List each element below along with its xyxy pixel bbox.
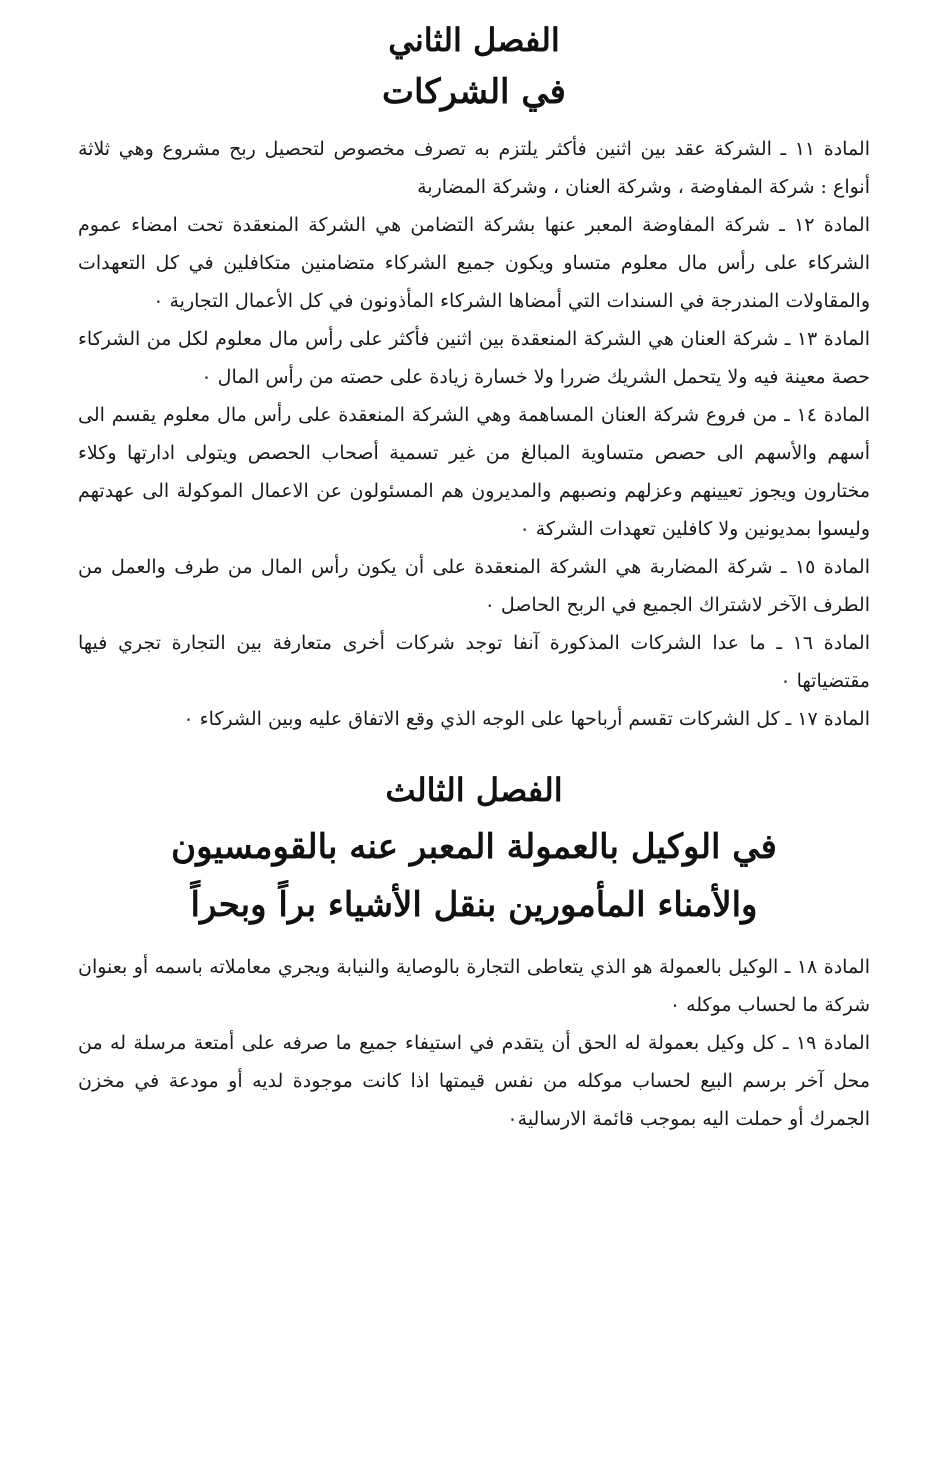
article-17: المادة ١٧ ـ كل الشركات تقسم أرباحها على الوجه الذي وقع الاتفاق عليه وبين الشركاء ٠ bbox=[183, 708, 870, 730]
section-spacer bbox=[78, 738, 870, 762]
article-19: المادة ١٩ ـ كل وكيل بعمولة له الحق أن يتقدم في استيفاء جميع ما صرفه على أمتعة مرسلة له من محل آخر برسم البيع لحساب موكله من نفس قيمتها اذا كانت موجودة لديه أو مودعة في مخزن الجمرك أو حملت اليه بموجب قائمة الارسالية٠ bbox=[78, 1032, 870, 1130]
chapter-two-title: الفصل الثاني bbox=[388, 21, 560, 59]
article-13: المادة ١٣ ـ شركة العنان هي الشركة المنعقدة بين اثنين فأكثر على رأس مال معلوم لكل من الشركاء حصة معينة فيه ولا يتحمل الشريك ضررا ولا خسارة زيادة على حصته من رأس المال ٠ bbox=[78, 328, 870, 388]
article-11: المادة ١١ ـ الشركة عقد بين اثنين فأكثر يلتزم به تصرف مخصوص لتحصيل ربح مشروع وهي ثلاثة أنواع : شركة المفاوضة ، وشركة العنان ، وشركة المضاربة bbox=[78, 138, 871, 198]
chapter-three-section bbox=[78, 768, 870, 1138]
chapter-two-section bbox=[78, 18, 870, 738]
article-15: المادة ١٥ ـ شركة المضاربة هي الشركة المنعقدة على أن يكون رأس المال من طرف والعمل من الطرف الآخر لاشتراك الجميع في الربح الحاصل ٠ bbox=[78, 556, 871, 616]
chapter-two-subtitle: في الشركات bbox=[382, 72, 566, 112]
article-12: المادة ١٢ ـ شركة المفاوضة المعبر عنها بشركة التضامن هي الشركة المنعقدة تحت امضاء عموم الشركاء على رأس مال معلوم متساو ويكون جميع الشركاء متضامنين متكافلين في كل التعهدات والمقاولات المندرجة في السندات التي أمضاها الشركاء المأذونون في كل الأعمال التجارية ٠ bbox=[78, 214, 870, 312]
chapter-three-subtitle bbox=[78, 818, 870, 934]
article-14: المادة ١٤ ـ من فروع شركة العنان المساهمة وهي الشركة المنعقدة على رأس مال معلوم يقسم الى أسهم والأسهم الى حصص متساوية المبالغ من غير تسمية أصحاب الحصص ويتولى ادارتها وكلاء مختارون ويجوز تعيينهم وعزلهم ونصبهم والمديرون هم المسئولون عن الاعمال الموكولة الى عهدتهم وليسوا بمديونين ولا كافلين تعهدات الشركة ٠ bbox=[78, 404, 871, 540]
article-18: المادة ١٨ ـ الوكيل بالعمولة هو الذي يتعاطى التجارة بالوصاية والنيابة ويجري معاملاته باسمه أو بعنوان شركة ما لحساب موكله ٠ bbox=[78, 956, 870, 1016]
chapter-three-title: الفصل الثالث bbox=[385, 771, 563, 809]
chapter-three-subtitle-line-2: والأمناء المأمورين بنقل الأشياء براً وبحراً bbox=[190, 885, 758, 925]
article-16: المادة ١٦ ـ ما عدا الشركات المذكورة آنفا توجد شركات أخرى متعارفة بين التجارة تجري فيها مقتضياتها ٠ bbox=[78, 632, 870, 692]
chapter-three-subtitle-line-1: في الوكيل بالعمولة المعبر عنه بالقومسيون bbox=[171, 827, 777, 867]
